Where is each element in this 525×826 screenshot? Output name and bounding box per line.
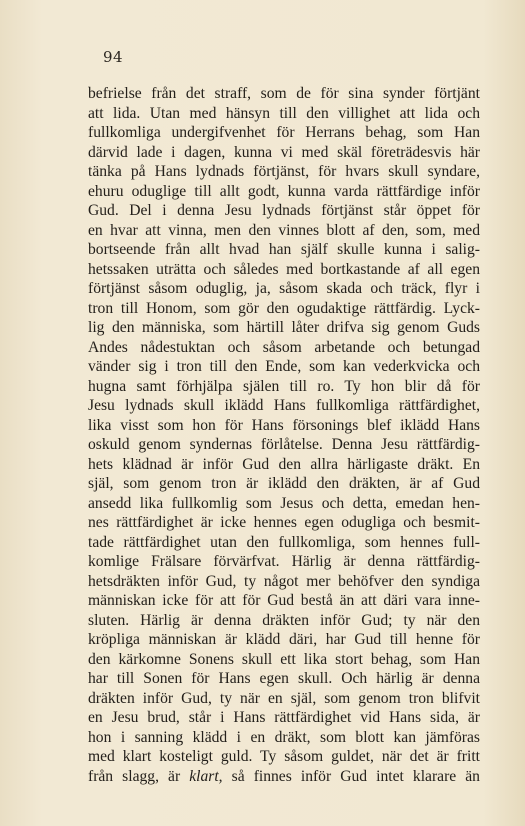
text-line: Andes nådestuktan och såsom arbetande och betungad <box>88 338 480 356</box>
text-line: dräkten inför Gud, ty när en själ, som genom tron blifvit <box>88 689 480 707</box>
text-line: lika visst som hon för Hans försonings blef iklädd Hans <box>88 416 480 434</box>
text-line: komlige Frälsare förvärfvat. Härlig är denna rättfärdig- <box>88 553 480 570</box>
body-text <box>88 84 480 786</box>
text-line: därvid lade i dagen, kunna vi med skäl företrädesvis här <box>88 143 480 161</box>
text-segment: från slagg, är <box>88 767 190 785</box>
text-line: befrielse från det straff, som de för sina synder förtjänt <box>88 85 480 102</box>
text-line: vänder sig i tron till den Ende, som kan vederkvicka och <box>88 358 480 375</box>
text-line: kröpliga människan är klädd däri, har Gud till henne för <box>88 631 480 648</box>
text-line: fullkomliga undergifvenhet för Herrans behag, som Han <box>88 124 480 141</box>
italic-word: klart, <box>189 767 223 785</box>
page-number: 94 <box>103 48 124 66</box>
text-line: hon i sanning klädd i en dräkt, som blott kan jämföras <box>88 728 480 746</box>
text-line: hetsdräkten inför Gud, ty något mer behöfver den syndiga <box>88 572 480 590</box>
text-line: hetssaken uträtta och således med bortkastande af all egen <box>88 260 480 278</box>
text-line: förtjänst såsom oduglig, ja, såsom skada och träck, flyr i <box>88 280 480 297</box>
text-line: att lida. Utan med hänsyn till den villighet att lida och <box>88 104 480 122</box>
text-line: har till Sonen för Hans egen skull. Och härlig är denna <box>88 670 480 687</box>
text-line: tänka på Hans lydnads förtjänst, för hvars skull syndare, <box>88 163 480 180</box>
text-line: den kärkomne Sonens skull ett lika stort behag, som Han <box>88 650 480 668</box>
text-line: en Jesu brud, står i Hans rättfärdighet vid Hans sida, är <box>88 709 480 726</box>
text-line: ansedd lika fullkomlig som Jesus och detta, emedan hen- <box>88 494 480 512</box>
text-line: tron till Honom, som gör den ogudaktige rättfärdig. Lyck- <box>88 299 480 317</box>
text-line: tade rättfärdighet utan den fullkomliga, som hennes full- <box>88 533 480 551</box>
text-line: oskuld genom syndernas förlåtelse. Denna Jesu rättfärdig- <box>88 436 480 453</box>
text-line: med klart kosteligt guld. Ty såsom guldet, när det är fritt <box>88 748 480 765</box>
text-line: lig den människa, som härtill låter drifva sig genom Guds <box>88 319 480 336</box>
text-segment: så finnes inför Gud intet klarare än <box>222 767 480 785</box>
text-line: hugna samt förhjälpa själen till ro. Ty hon blir då för <box>88 377 480 395</box>
text-line: Jesu lydnads skull iklädd Hans fullkomliga rättfärdighet, <box>88 397 480 414</box>
text-line: Gud. Del i denna Jesu lydnads förtjänst står öppet för <box>88 202 480 219</box>
text-line: en hvar att vinna, men den vinnes blott af den, som, med <box>88 221 480 239</box>
text-line-last <box>88 767 480 787</box>
text-line: hets klädnad är inför Gud den allra härligaste dräkt. En <box>88 455 480 473</box>
text-line: sluten. Härlig är denna dräkten inför Gud; ty när den <box>88 611 480 629</box>
text-line: människan icke för att för Gud bestå än att däri vara inne- <box>88 592 480 609</box>
text-line: ehuru oduglige till allt godt, kunna varda rättfärdige inför <box>88 182 480 200</box>
text-line: bortseende från allt hvad han själf skulle kunna i salig- <box>88 241 480 258</box>
text-line: nes rättfärdighet är icke hennes egen odugliga och besmit- <box>88 514 480 531</box>
text-line: själ, som genom tron är iklädd den dräkten, är af Gud <box>88 475 480 492</box>
